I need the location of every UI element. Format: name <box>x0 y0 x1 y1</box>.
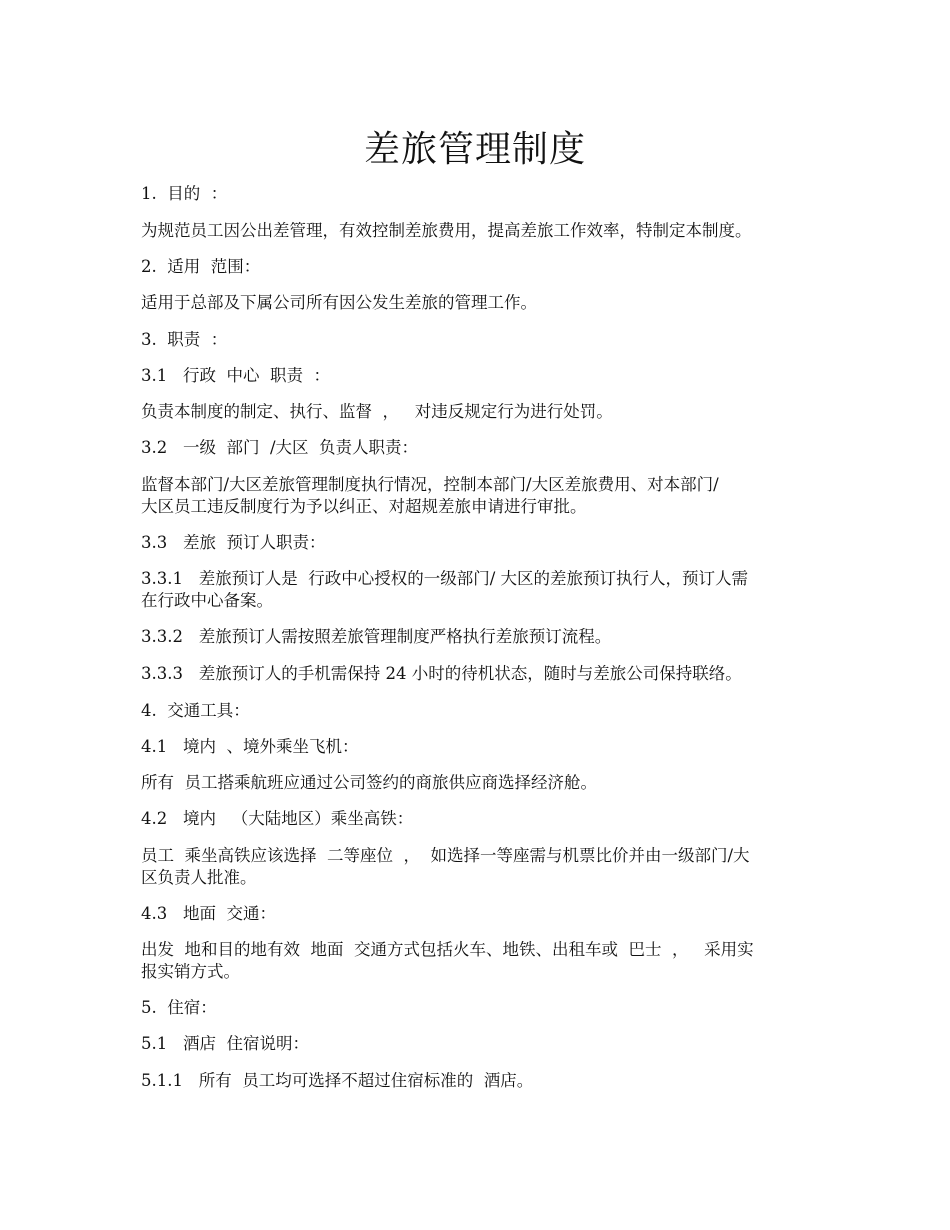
paragraph-3-2-line-1: 监督本部门/大区差旅管理制度执行情况，控制本部门/大区差旅费用、对本部门/ <box>141 475 719 494</box>
subheading-3-2: 3.2 一级 部门 /大区 负责人职责： <box>141 438 419 457</box>
paragraph-4-2-line-1: 员工 乘坐高铁应该选择 二等座位 ， 如选择一等座需与机票比价并由一级部门/大 <box>141 846 750 865</box>
subheading-4-3: 4.3 地面 交通： <box>141 904 276 923</box>
paragraph-purpose: 为规范员工因公出差管理，有效控制差旅费用，提高差旅工作效率，特制定本制度。 <box>141 221 752 240</box>
section-heading-transport: 4. 交通工具： <box>141 701 250 720</box>
document-title: 差旅管理制度 <box>363 129 586 170</box>
paragraph-3-1: 负责本制度的制定、执行、监督 ， 对违反规定行为进行处罚。 <box>141 402 613 421</box>
item-3-3-3: 3.3.3 差旅预订人的手机需保持 24 小时的待机状态，随时与差旅公司保持联络。 <box>141 664 742 683</box>
item-5-1-1: 5.1.1 所有 员工均可选择不超过住宿标准的 酒店。 <box>141 1071 534 1090</box>
paragraph-3-2-line-2: 大区员工违反制度行为予以纠正、对超规差旅申请进行审批。 <box>141 497 587 516</box>
paragraph-4-1: 所有 员工搭乘航班应通过公司签约的商旅供应商选择经济舱。 <box>141 773 597 792</box>
item-3-3-2: 3.3.2 差旅预订人需按照差旅管理制度严格执行差旅预订流程。 <box>141 627 612 646</box>
section-heading-scope: 2. 适用 范围： <box>141 257 261 276</box>
subheading-4-2: 4.2 境内 （大陆地区）乘坐高铁： <box>141 809 414 828</box>
section-heading-lodging: 5. 住宿： <box>141 998 217 1017</box>
subheading-5-1: 5.1 酒店 住宿说明： <box>141 1034 309 1053</box>
paragraph-scope: 适用于总部及下属公司所有因公发生差旅的管理工作。 <box>141 293 537 312</box>
paragraph-4-2-line-2: 区负责人批准。 <box>141 868 257 887</box>
subheading-3-3: 3.3 差旅 预订人职责： <box>141 533 326 552</box>
section-heading-purpose: 1. 目的 ： <box>141 184 228 203</box>
paragraph-4-3-line-1: 出发 地和目的地有效 地面 交通方式包括火车、地铁、出租车或 巴士 ， 采用实 <box>141 940 754 959</box>
item-3-3-1-line-1: 3.3.1 差旅预订人是 行政中心授权的一级部门/ 大区的差旅预订执行人，预订人需 <box>141 569 749 588</box>
section-heading-duties: 3. 职责 ： <box>141 330 228 349</box>
item-3-3-1-line-2: 在行政中心备案。 <box>141 591 273 610</box>
subheading-4-1: 4.1 境内 、境外乘坐飞机： <box>141 737 359 756</box>
paragraph-4-3-line-2: 报实销方式。 <box>141 962 240 981</box>
subheading-3-1: 3.1 行政 中心 职责 ： <box>141 366 330 385</box>
